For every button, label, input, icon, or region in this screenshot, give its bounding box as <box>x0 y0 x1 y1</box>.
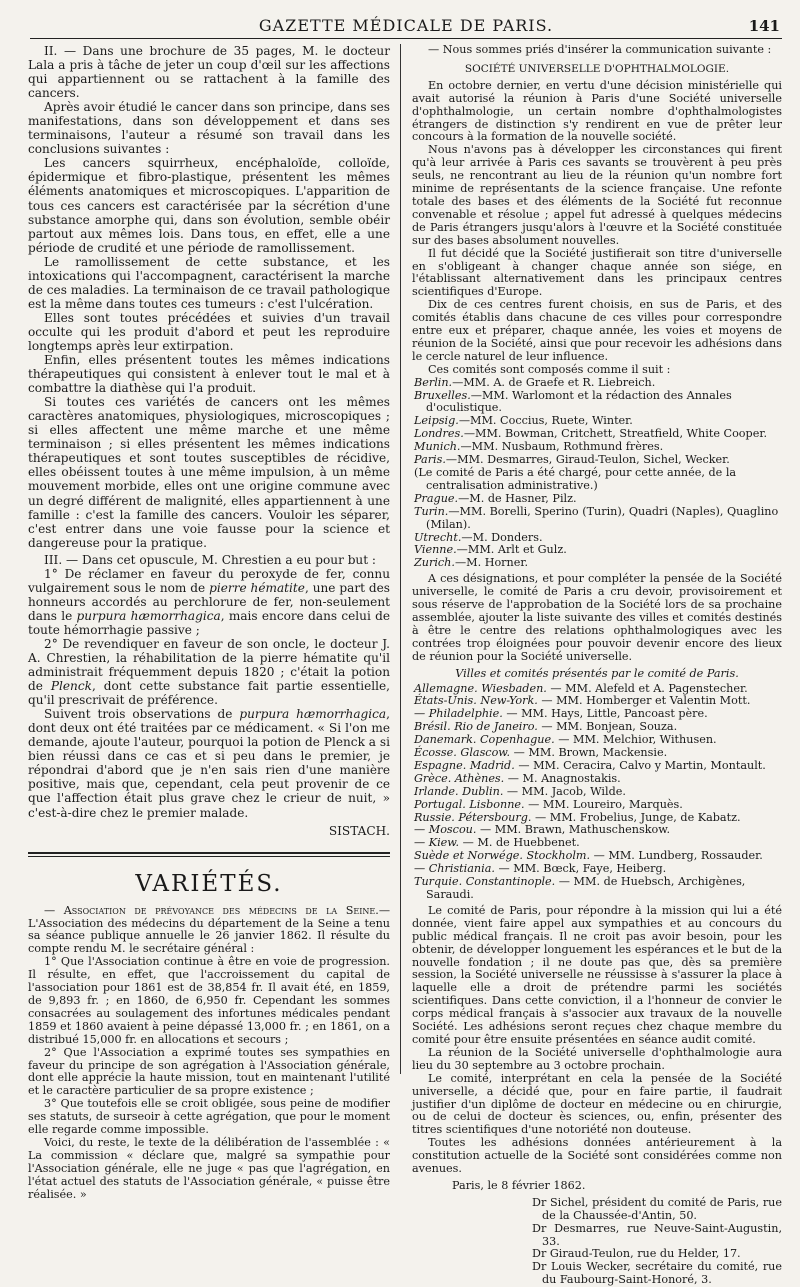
committee-entry: Leipsig.—MM. Coccius, Ruete, Winter. <box>414 414 633 428</box>
paragraph: Dix de ces centres furent choisis, en sus de Paris, et des comités établis dans chacune de ces villes pour correspondre entre eux et préparer, chaque année, les voies et moyens de réunion de la Société, ainsi que pour recevoir les adhésions dans le cercle naturel de leur influence. <box>412 298 782 363</box>
committee-entry: Bruxelles.—MM. Warlomont et la rédaction des Annales d'oculistique. <box>414 388 732 415</box>
city-entry: — Kiew. — M. de Huebbenet. <box>414 836 580 850</box>
signatory: Dr Louis Wecker, secrétaire du comité, rue du Faubourg-Saint-Honoré, 3. <box>532 1260 782 1287</box>
paragraph: Nous n'avons pas à développer les circonstances qui firent qu'à leur arrivée à Paris ces savants se trouvèrent à peu près seuls, ne rencontrant au lieu de la réunion qu'un nombre fort minime de représentants de la science française. Une refonte totale des bases et des éléments de la Société fut reconnue convenable et résolue ; appel fut adressé à quelques médecins de Paris étrangers jusqu'alors à l'œuvre et la Société constituée sur des bases absolument nouvelles. <box>412 143 782 247</box>
city-entry: États-Unis. New-York. — MM. Homberger et Valentin Mott. <box>414 694 751 708</box>
column-divider <box>400 44 401 1074</box>
committee-entry: (Le comité de Paris a été chargé, pour cette année, de la centralisation administrative.) <box>414 466 737 492</box>
signatory: Dr Giraud-Teulon, rue du Helder, 17. <box>532 1247 741 1261</box>
city-entry: — Moscou. — MM. Brawn, Mathuschenskow. <box>414 823 671 837</box>
paragraph: A ces désignations, et pour compléter la pensée de la Société universelle, le comité de Paris a cru devoir, provisoirement et sous réserve de l'approbation de la Société lors de sa prochaine assemblée, ajouter la liste suivante des villes et comités destinés à être le centre des relations ophthalmologiques avec les contrées trop éloignées pour pouvoir devenir encore des lieux de réunion pour la Société universelle. <box>412 572 782 663</box>
paragraph: 3° Que toutefois elle se croit obligée, sous peine de modifier ses statuts, de surseoir à cette agrégation, que pour le moment elle regarde comme impossible. <box>28 1097 390 1137</box>
paragraph: La réunion de la Société universelle d'ophthalmologie aura lieu du 30 septembre au 3 octobre prochain. <box>412 1045 782 1072</box>
committee-entry: Paris.—MM. Desmarres, Giraud-Teulon, Sichel, Wecker. <box>414 453 730 467</box>
paragraph: Le ramollissement de cette substance, et les intoxications qui l'accompagnent, caractérisent la marche de ces maladies. La terminaison de ce travail pathologique est la même dans toutes ces tumeurs : c'est l'ulcération. <box>28 254 390 311</box>
city-entry: Danemark. Copenhague. — MM. Melchior, Withusen. <box>414 733 717 747</box>
paragraph: Toutes les adhésions données antérieurement à la constitution actuelle de la Société sont considérées comme non avenues. <box>412 1136 782 1176</box>
paragraph: Ces comités sont composés comme il suit : <box>428 362 671 376</box>
committee-entry: Turin.—MM. Borelli, Sperino (Turin), Quadri (Naples), Quaglino (Milan). <box>414 504 779 531</box>
paragraph: Le comité, interprétant en cela la pensée de la Société universelle, a décidé que, pour en faire partie, il faudrait justifier d'un diplôme de docteur en médecine ou en chirurgie, ou de celui de docteur ès sciences, ou, enfin, présenter des titres scientifiques d'une notoriété non douteuse. <box>412 1071 782 1137</box>
paragraph: Le comité de Paris, pour répondre à la mission qui lui a été donnée, vient faire appel aux sympathies et au concours du public médical français. Il ne croit pas avoir besoin, pour les obtenir, de développer longuement les espérances et le but de la nouvelle fondation ; il ne doute pas que, dès sa première session, la Société universelle ne réussisse à s'assurer la place à laquelle elle a droit de prétendre parmi les sociétés scientifiques. Dans cette conviction, il a l'honneur de convier le corps médical français à s'associer aux travaux de la nouvelle Société. Les adhésions seront reçues chez chaque membre du comité pour être ensuite présentées en séance audit comité. <box>412 903 782 1046</box>
city-entry: Russie. Pétersbourg. — MM. Frobelius, Junge, de Kabatz. <box>414 810 741 824</box>
journal-title: GAZETTE MÉDICALE DE PARIS. <box>258 16 554 35</box>
paragraph: 2° De revendiquer en faveur de son oncle, le docteur J. A. Chrestien, la réhabilitation de la pierre hématite qu'il administrait fréquemment depuis 1820 ; c'était la potion de Plenck, dont cette substance fait partie essentielle, qu'il prescrivait de préférence. <box>28 636 390 708</box>
committee-entry: Vienne.—MM. Arlt et Gulz. <box>414 543 567 557</box>
section-separator <box>28 852 390 857</box>
section-heading: SOCIÉTÉ UNIVERSELLE D'OPHTHALMOLOGIE. <box>464 62 730 75</box>
paragraph: — Association de prévoyance des médecins de la Seine.— L'Association des médecins du département de la Seine a tenu sa séance publique annuelle le 26 janvier 1862. Il résulte du compte rendu M. le secrétaire général : <box>28 903 390 956</box>
committee-entry: Utrecht.—M. Donders. <box>414 530 543 544</box>
signatory: Dr Sichel, président du comité de Paris, rue de la Chaussée-d'Antin, 50. <box>532 1195 782 1222</box>
city-entry: Irlande. Dublin. — MM. Jacob, Wilde. <box>414 784 626 798</box>
dateline: Paris, le 8 février 1862. <box>452 1178 586 1192</box>
author-signature: SISTACH. <box>328 823 390 838</box>
paragraph: Il fut décidé que la Société justifierait son titre d'universelle en s'obligeant à changer chaque année son siége, en l'établissant alternativement dans les principaux centres scientifiques d'Europe. <box>412 246 782 299</box>
paragraph: — Nous sommes priés d'insérer la communication suivante : <box>428 43 772 56</box>
paragraph: Voici, du reste, le texte de la délibération de l'assemblée : « La commission « déclare que, malgré sa sympathie pour l'Association générale, elle ne juge « pas que l'agrégation, en l'état actuel des statuts de l'Association générale, « puisse être réalisée. » <box>28 1135 390 1201</box>
city-entry: Espagne. Madrid. — MM. Ceracira, Calvo y Martin, Montault. <box>414 758 766 772</box>
paragraph: Les cancers squirrheux, encéphaloïde, colloïde, épidermique et fibro-plastique, présentent les mêmes éléments anatomiques et microscopiques. L'apparition de tous ces cancers est caractérisée par la sécrétion d'une substance amorphe qui, dans son évolution, semble obéir partout aux mêmes lois. Dans tous, en effet, elle a une période de crudité et une période de ramollissement. <box>28 156 390 255</box>
varietes-section <box>28 905 390 1202</box>
page-number: 141 <box>748 17 780 35</box>
paragraph: Elles sont toutes précédées et suivies d'un travail occulte qui les produit d'abord et peut les reproduire longtemps après leur extirpation. <box>28 310 390 353</box>
city-entry: Turquie. Constantinople. — MM. de Huebsch, Archigènes, Saraudi. <box>414 875 746 901</box>
paragraph: Si toutes ces variétés de cancers ont les mêmes caractères anatomiques, physiologiques, microscopiques ; si elles affectent une même marche et une même terminaison ; si elles présentent les mêmes indications thérapeutiques et sont toutes susceptibles de récidive, elles obéissent toutes à une même impulsion, à un même mouvement morbide, elles ont une origine commune avec un degré différent de malignité, elles appartiennent à une famille : c'est la famille des cancers. Vouloir les séparer, c'est entrer dans une voie fausse pour la science et dangereuse pour la pratique. <box>28 395 390 550</box>
city-entry: Écosse. Glascow. — MM. Brown, Mackensie. <box>414 746 668 760</box>
committee-list <box>412 377 782 571</box>
committee-entry: Munich.—MM. Nusbaum, Rothmund frères. <box>414 440 664 454</box>
committee-entry: Berlin.—MM. A. de Graefe et R. Liebreich. <box>414 375 656 389</box>
committee-entry: Zurich.—M. Horner. <box>414 556 529 570</box>
paragraph: Après avoir étudié le cancer dans son principe, dans ses manifestations, dans son développement et dans ses terminaisons, l'auteur a résumé son travail dans les conclusions suivantes : <box>28 100 390 157</box>
committee-entry: Londres.—MM. Bowman, Critchett, Streatfield, White Cooper. <box>414 427 767 441</box>
city-list <box>412 683 782 902</box>
left-column <box>28 44 390 1202</box>
paragraph: Enfin, elles présentent toutes les mêmes indications thérapeutiques qui consistent à enlever tout le mal et à combattre la diathèse qui l'a produit. <box>28 353 390 396</box>
city-entry: Portugal. Lisbonne. — MM. Loureiro, Marquès. <box>414 797 683 811</box>
list-heading: Villes et comités présentés par le comité de Paris. <box>455 666 739 680</box>
paragraph: En octobre dernier, en vertu d'une décision ministérielle qui avait autorisé la réunion à Paris d'une Société universelle d'ophthalmologie, un certain nombre d'ophthalmologistes étrangers de distinction s'y rendirent en vue de prêter leur concours à la formation de la nouvelle société. <box>412 78 782 144</box>
city-entry: Allemagne. Wiesbaden. — MM. Alefeld et A. Pagenstecher. <box>414 681 748 695</box>
paragraph: II. — Dans une brochure de 35 pages, M. le docteur Lala a pris à tâche de jeter un coup d'œil sur les affections qui appartiennent ou se rattachent à la famille des cancers. <box>28 44 390 101</box>
signatory: Dr Desmarres, rue Neuve-Saint-Augustin, 33. <box>532 1221 782 1248</box>
section-title: VARIÉTÉS. <box>135 870 283 897</box>
committee-entry: Prague.—M. de Hasner, Pilz. <box>414 491 577 505</box>
city-entry: — Christiania. — MM. Bœck, Faye, Heiberg. <box>414 862 667 876</box>
paragraph: 2° Que l'Association a exprimé toutes ses sympathies en faveur du principe de son agrégation à l'Association générale, dont elle apprécie la haute mission, tout en maintenant l'utilité et le caractère particulier de sa propre existence ; <box>28 1045 390 1098</box>
city-entry: Brésil. Rio de Janeiro. — MM. Bonjean, Souza. <box>414 720 678 734</box>
paragraph: Suivent trois observations de purpura hæmorrhagica, dont deux ont été traitées par ce médicament. « Si l'on me demande, ajoute l'auteur, pourquoi la potion de Plenck a si bien réussi dans ce cas et si peu dans le premier, je répondrai d'abord que je n'en sais rien d'une manière positive, mais que, cependant, cela peut provenir de ce que l'affection était plus grave chez le crieur de nuit, » c'est-à-dire chez le premier malade. <box>28 707 390 820</box>
page-header <box>30 14 782 39</box>
signatures <box>532 1197 782 1287</box>
city-entry: Grèce. Athènes. — M. Anagnostakis. <box>414 771 621 785</box>
city-entry: — Philadelphie. — MM. Hays, Little, Pancoast père. <box>414 707 708 721</box>
right-column <box>412 44 782 1287</box>
paragraph: 1° De réclamer en faveur du peroxyde de fer, connu vulgairement sous le nom de pierre hématite, une part des honneurs accordés au perchlorure de fer, non-seulement dans le purpura hæmorrhagica, mais encore dans celui de toute hémorrhagie passive ; <box>28 566 391 637</box>
paragraph: 1° Que l'Association continue à être en voie de progression. Il résulte, en effet, que l'accroissement du capital de l'association pour 1861 est de 38,854 fr. Il avait été, en 1859, de 9,893 fr. ; en 1860, de 6,950 fr. Cependant les sommes consacrées au soulagement des infortunes médicales pendant 1859 et 1860 avaient à peine dépassé 13,000 fr. ; en 1861, on a distribué 15,000 fr. en allocations et secours ; <box>28 955 390 1046</box>
paragraph: III. — Dans cet opuscule, M. Chrestien a eu pour but : <box>44 552 376 567</box>
city-entry: Suède et Norwége. Stockholm. — MM. Lundberg, Rossauder. <box>414 849 763 863</box>
